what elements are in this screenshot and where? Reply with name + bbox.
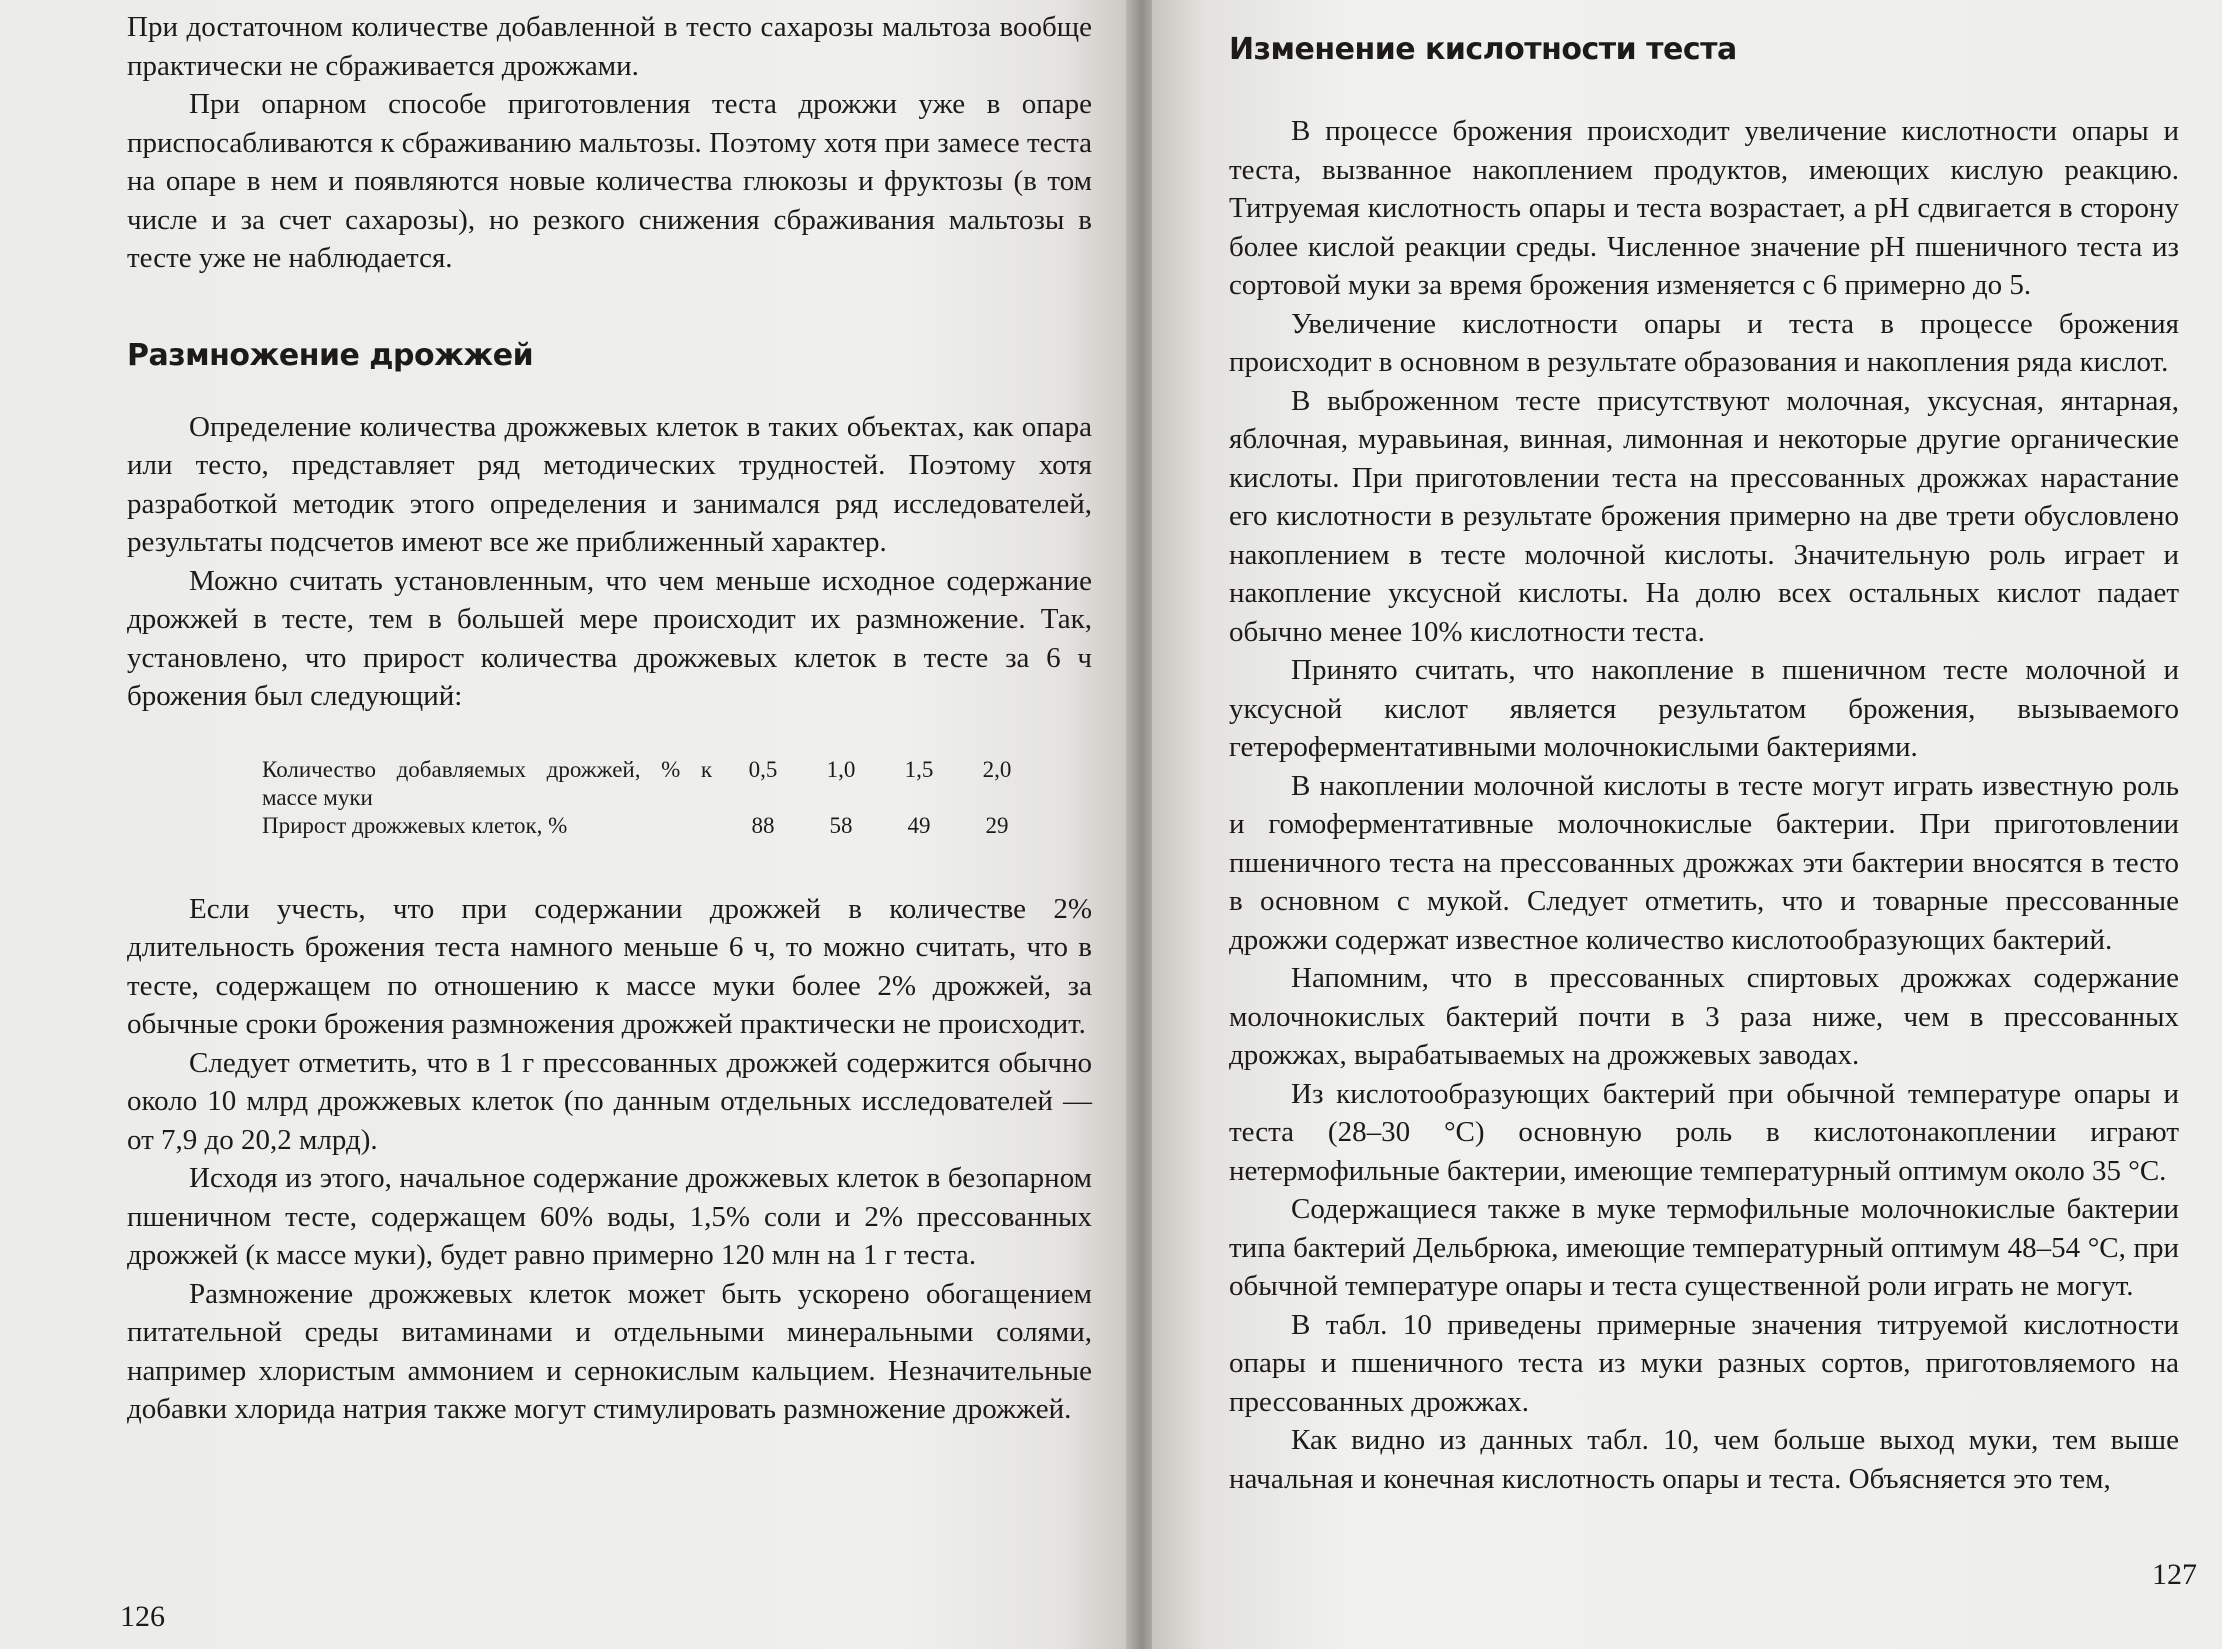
table-row-label: Количество добавляемых дрожжей, % к массе муки [262, 756, 712, 810]
paragraph: Если учесть, что при содержании дрожжей в количестве 2% длительность брожения теста намного меньше 6 ч, то можно считать, что в тесте, содержащем по отношению к массе муки более 2% дрожжей, за обычные сроки брожения размножения дрожжей практически не происходит. [127, 892, 1092, 1040]
table-cell: 2,0 [982, 756, 1012, 782]
paragraph: Из кислотообразующих бактерий при обычной температуре опары и теста (28–30 °С) основную роль в кислотонакоплении играют нетермофильные бактерии, имеющие температурный оптимум около 35 °С. [1229, 1077, 2179, 1187]
table-cell: 1,0 [826, 756, 856, 782]
table-cell: 29 [985, 812, 1009, 838]
yeast-growth-table [262, 756, 1036, 840]
table-cell: 88 [751, 812, 775, 838]
paragraph: Исходя из этого, начальное содержание дрожжевых клеток в безопарном пшеничном тесте, содержащем 60% воды, 1,5% соли и 2% прессованных дрожжей (к массе муки), будет равно примерно 120 млн на 1 г теста. [127, 1162, 1092, 1271]
paragraph: В табл. 10 приведены примерные значения титруемой кислотности опары и пшеничного теста из муки разных сортов, приготовляемого на прессованных дрожжах. [1229, 1308, 2179, 1418]
table-cell: 58 [829, 812, 853, 838]
right-text-column [1229, 30, 2179, 1498]
paragraph: Определение количества дрожжевых клеток в таких объектах, как опара или тесто, представляет ряд методических трудностей. Поэтому хотя разработкой методик этого определения и занимался ряд исследователей, результаты подсчетов имеют все же приближенный характер. [127, 410, 1092, 558]
paragraph: Следует отметить, что в 1 г прессованных дрожжей содержится обычно около 10 млрд дрожжевых клеток (по данным отдельных исследователей — от 7,9 до 20,2 млрд). [127, 1046, 1092, 1156]
right-page [1152, 0, 2222, 1649]
table-row [262, 756, 1036, 812]
page-number: 126 [120, 1600, 165, 1633]
section-heading-yeast-reproduction: Размножение дрожжей [127, 337, 534, 373]
table-row [262, 812, 1036, 840]
page-number: 127 [2152, 1558, 2197, 1591]
table-row-label: Прирост дрожжевых клеток, % [262, 812, 568, 838]
paragraph: Увеличение кислотности опары и теста в процессе брожения происходит в основном в результате образования и накопления ряда кислот. [1229, 307, 2179, 378]
paragraph: Содержащиеся также в муке термофильные молочнокислые бактерии типа бактерий Дельбрюка, имеющие температурный оптимум 48–54 °С, при обычной температуре опары и теста существенной роли играть не могут. [1229, 1193, 2179, 1302]
paragraph: В выброженном тесте присутствуют молочная, уксусная, янтарная, яблочная, муравьиная, винная, лимонная и некоторые другие органические кислоты. При приготовлении теста на прессованных дрожжах нарастание его кислотности в результате брожения примерно на две трети обусловлено накоплением в тесте молочной кислоты. Значительную роль играет и накопление уксусной кислоты. На долю всех остальных кислот падает обычно менее 10% кислотности теста. [1229, 384, 2179, 648]
paragraph: Размножение дрожжевых клеток может быть ускорено обогащением питательной среды витаминами и отдельными минеральными солями, например хлористым аммонием и сернокислым кальцием. Незначительные добавки хлорида натрия также могут стимулировать размножение дрожжей. [127, 1277, 1092, 1425]
left-text-column [127, 8, 1092, 1429]
table-cell: 49 [907, 812, 931, 838]
paragraph: Напомним, что в прессованных спиртовых дрожжах содержание молочнокислых бактерий почти в 3 раза ниже, чем в прессованных дрожжах, вырабатываемых на дрожжевых заводах. [1229, 962, 2179, 1071]
section-heading-dough-acidity: Изменение кислотности теста [1229, 32, 1737, 67]
paragraph: В процессе брожения происходит увеличение кислотности опары и теста, вызванное накоплением продуктов, имеющих кислую реакцию. Титруемая кислотность опары и теста возрастает, а pH сдвигается в сторону более кислой реакции среды. Численное значение pH пшеничного теста из сортовой муки за время брожения изменяется с 6 примерно до 5. [1229, 115, 2179, 301]
paragraph: При достаточном количестве добавленной в тесто сахарозы мальтоза вообще практически не сбраживается дрожжами. [127, 11, 1092, 82]
paragraph: При опарном способе приготовления теста дрожжи уже в опаре приспосабливаются к сбраживанию мальтозы. Поэтому хотя при замесе теста на опаре в нем и появляются новые количества глюкозы и фруктозы (в том числе и за счет сахарозы), но резкого снижения сбраживания мальтозы в тесте уже не наблюдается. [127, 88, 1092, 274]
paragraph: Как видно из данных табл. 10, чем больше выход муки, тем выше начальная и конечная кислотность опары и теста. Объясняется это тем, [1229, 1424, 2179, 1495]
paragraph: Можно считать установленным, что чем меньше исходное содержание дрожжей в тесте, тем в большей мере происходит их размножение. Так, установлено, что прирост количества дрожжевых клеток в тесте за 6 ч брожения был следующий: [127, 564, 1092, 712]
table-cell: 0,5 [748, 756, 778, 782]
paragraph: Принято считать, что накопление в пшеничном тесте молочной и уксусной кислот является результатом брожения, вызываемого гетероферментативными молочнокислыми бактериями. [1229, 654, 2179, 763]
table-cell: 1,5 [904, 756, 934, 782]
paragraph: В накоплении молочной кислоты в тесте могут играть известную роль и гомоферментативные молочнокислые бактерии. При приготовлении пшеничного теста на прессованных дрожжах эти бактерии вносятся в тесто в основном с мукой. Следует отметить, что и товарные прессованные дрожжи содержат известное количество кислотообразующих бактерий. [1229, 769, 2179, 956]
